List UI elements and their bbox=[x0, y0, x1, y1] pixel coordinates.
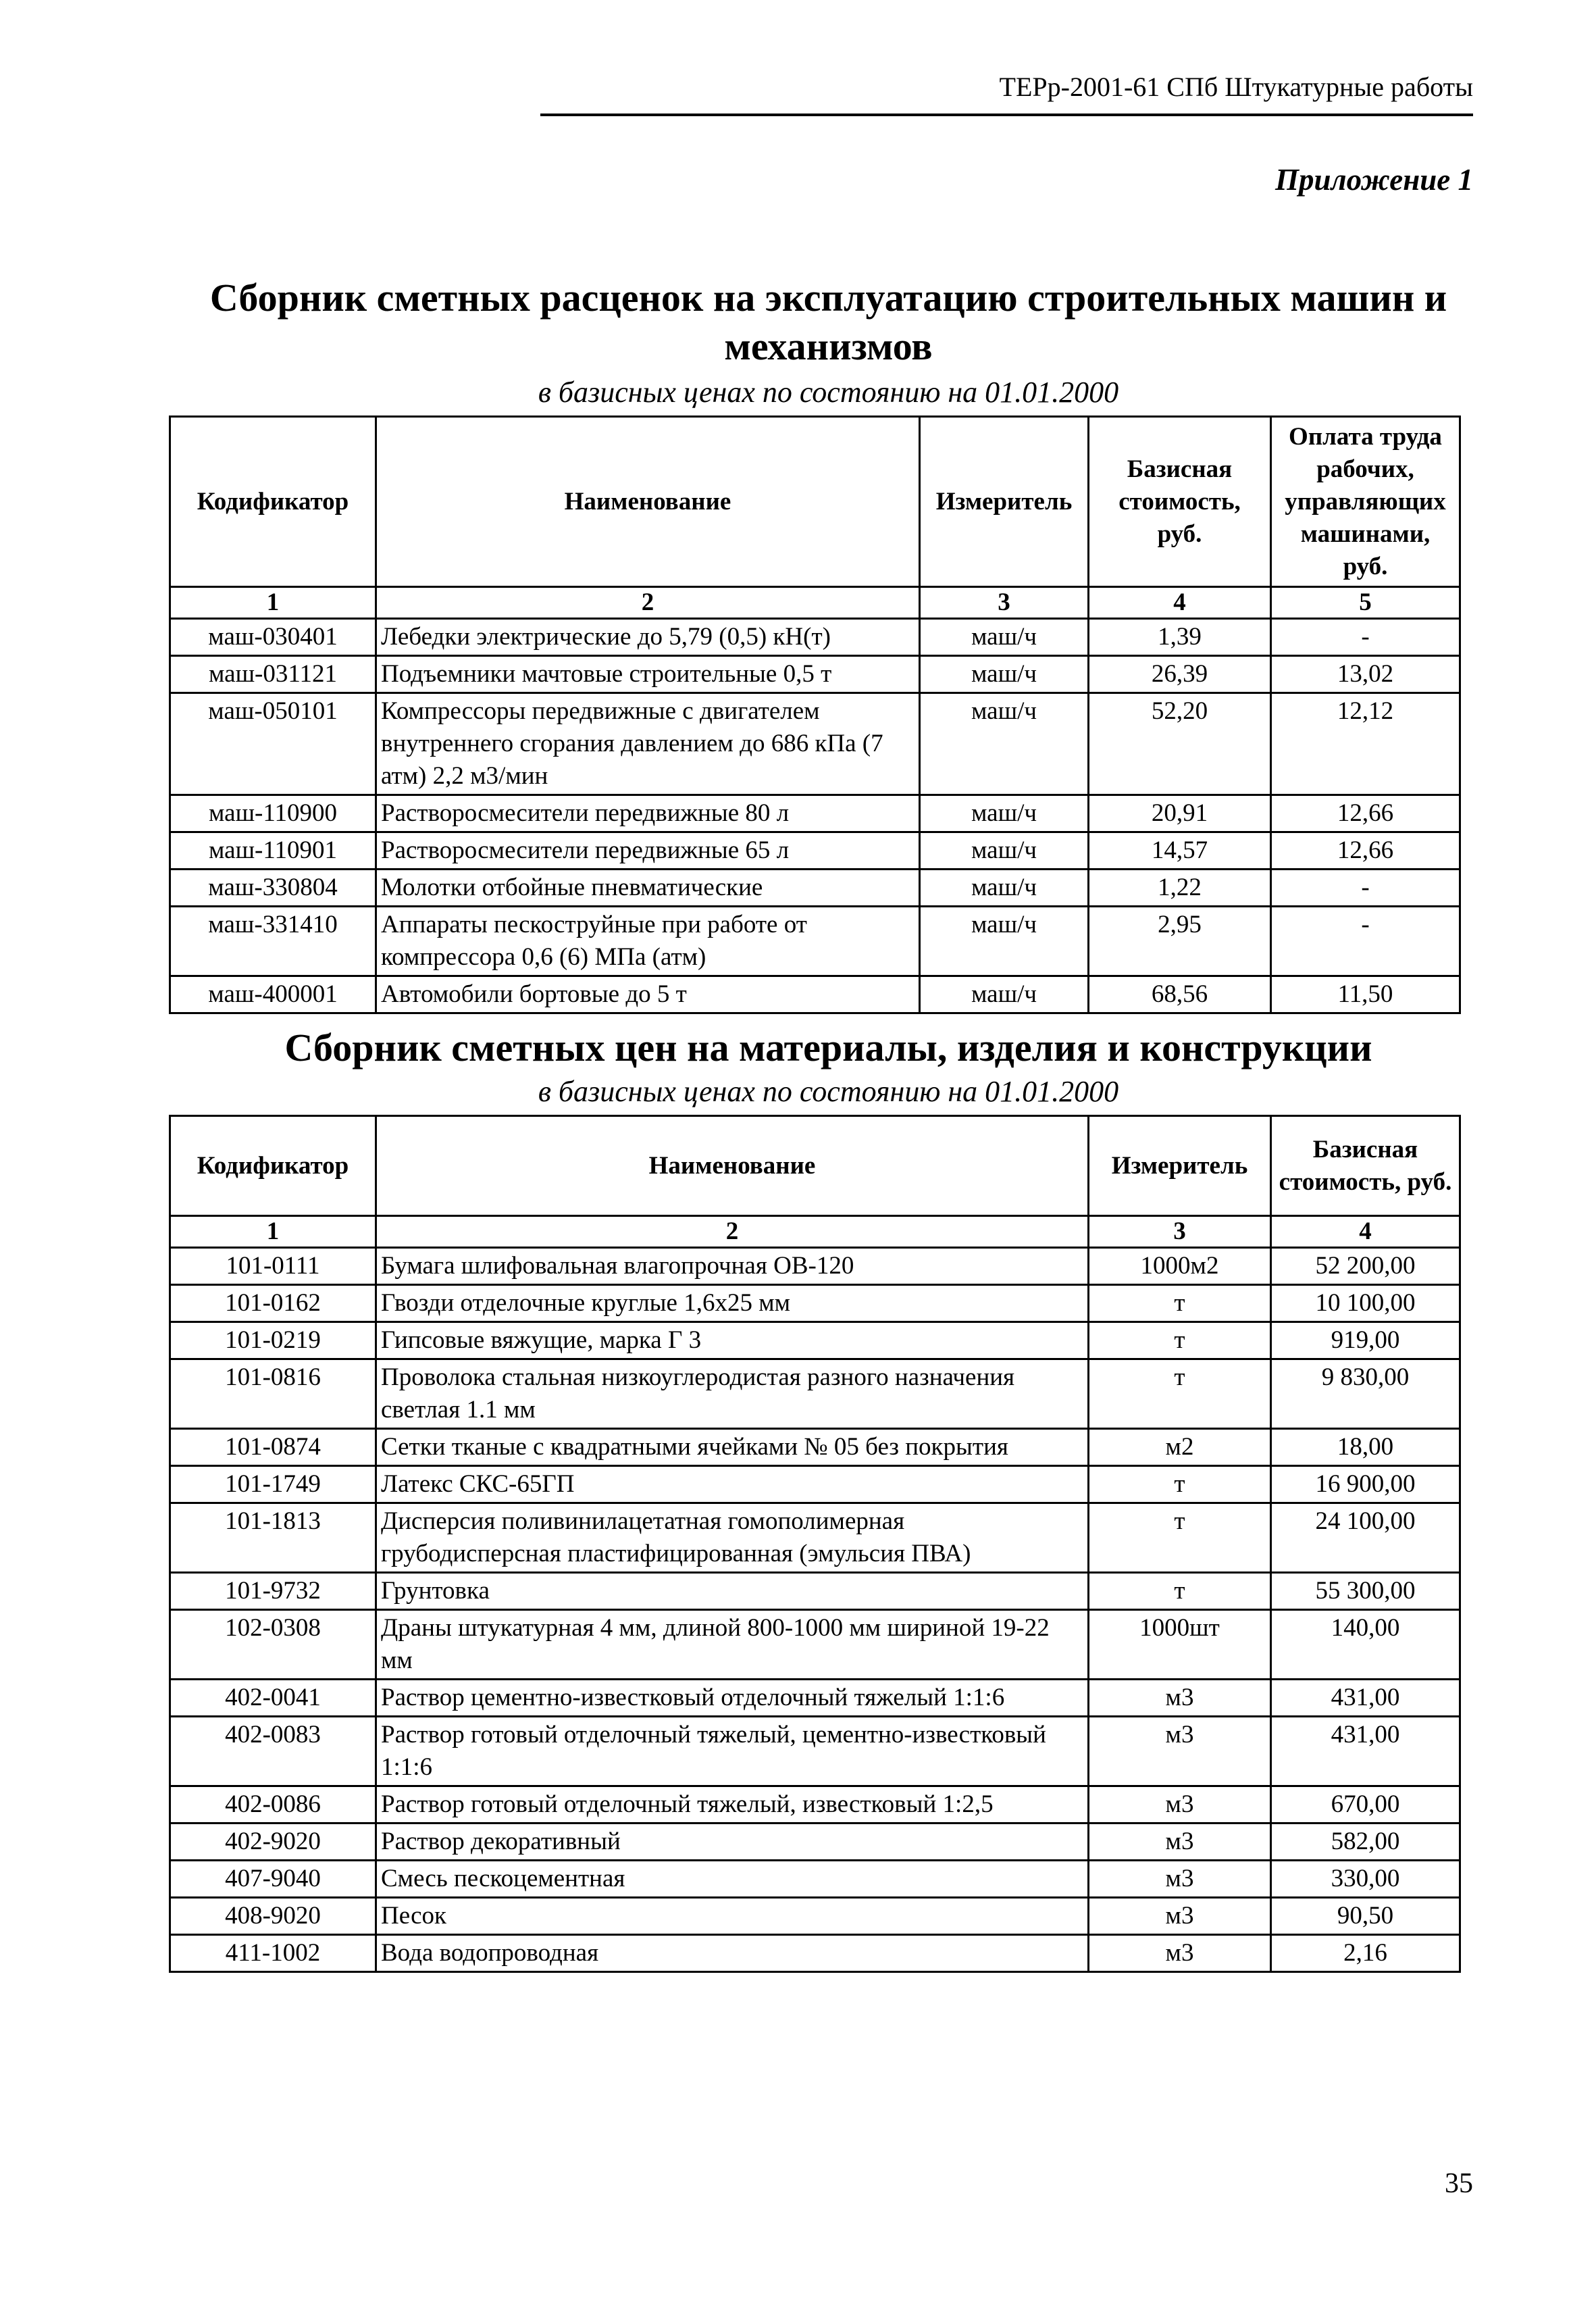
cell-labor: - bbox=[1271, 907, 1460, 976]
table-row bbox=[170, 976, 1460, 1013]
cell-name: Песок bbox=[376, 1898, 1089, 1935]
cell-name: Раствор готовый отделочный тяжелый, цементно-известковый 1:1:6 bbox=[376, 1717, 1089, 1786]
cell-name: Подъемники мачтовые строительные 0,5 т bbox=[376, 656, 920, 693]
table-row bbox=[170, 693, 1460, 795]
table-row bbox=[170, 795, 1460, 832]
cell-name: Грунтовка bbox=[376, 1573, 1089, 1610]
cell-name: Лебедки электрические до 5,79 (0,5) кН(т) bbox=[376, 619, 920, 656]
table-row bbox=[170, 1359, 1460, 1429]
cell-unit: т bbox=[1089, 1359, 1271, 1429]
header-name: Наименование bbox=[376, 1116, 1089, 1216]
cell-code: маш-331410 bbox=[170, 907, 376, 976]
column-number: 1 bbox=[170, 587, 376, 619]
cell-code: 101-1813 bbox=[170, 1503, 376, 1573]
cell-unit: маш/ч bbox=[920, 693, 1089, 795]
table-row bbox=[170, 1680, 1460, 1717]
cell-name: Раствор цементно-известковый отделочный тяжелый 1:1:6 bbox=[376, 1680, 1089, 1717]
table-row bbox=[170, 1573, 1460, 1610]
table-row bbox=[170, 832, 1460, 870]
cell-code: 402-0041 bbox=[170, 1680, 376, 1717]
cell-cost: 2,16 bbox=[1271, 1935, 1460, 1972]
header-base-cost: Базисная стоимость, руб. bbox=[1089, 417, 1271, 587]
table-row bbox=[170, 619, 1460, 656]
column-number-row bbox=[170, 587, 1460, 619]
column-number: 3 bbox=[1089, 1216, 1271, 1248]
cell-cost: 90,50 bbox=[1271, 1898, 1460, 1935]
column-number: 5 bbox=[1271, 587, 1460, 619]
cell-cost: 14,57 bbox=[1089, 832, 1271, 870]
cell-cost: 16 900,00 bbox=[1271, 1466, 1460, 1503]
section2-title: Сборник сметных цен на материалы, изделия и конструкции bbox=[284, 1026, 1372, 1070]
cell-cost: 670,00 bbox=[1271, 1786, 1460, 1823]
table-row bbox=[170, 1285, 1460, 1322]
cell-unit: 1000шт bbox=[1089, 1610, 1271, 1680]
cell-code: 408-9020 bbox=[170, 1898, 376, 1935]
table-row bbox=[170, 1503, 1460, 1573]
cell-code: 101-0219 bbox=[170, 1322, 376, 1359]
header-name: Наименование bbox=[376, 417, 920, 587]
cell-unit: 1000м2 bbox=[1089, 1248, 1271, 1285]
cell-name: Бумага шлифовальная влагопрочная ОВ-120 bbox=[376, 1248, 1089, 1285]
table-row bbox=[170, 1466, 1460, 1503]
column-number: 2 bbox=[376, 587, 920, 619]
cell-unit: маш/ч bbox=[920, 656, 1089, 693]
cell-name: Компрессоры передвижные с двигателем внутреннего сгорания давлением до 686 кПа (7 атм) 2,2 м3/мин bbox=[376, 693, 920, 795]
table-row bbox=[170, 1935, 1460, 1972]
cell-name: Гипсовые вяжущие, марка Г 3 bbox=[376, 1322, 1089, 1359]
cell-code: 402-0083 bbox=[170, 1717, 376, 1786]
cell-code: 411-1002 bbox=[170, 1935, 376, 1972]
column-number: 2 bbox=[376, 1216, 1089, 1248]
cell-cost: 52,20 bbox=[1089, 693, 1271, 795]
materials-table-header-row bbox=[170, 1116, 1460, 1216]
cell-cost: 1,22 bbox=[1089, 870, 1271, 907]
cell-unit: м3 bbox=[1089, 1935, 1271, 1972]
cell-name: Сетки тканые с квадратными ячейками № 05 без покрытия bbox=[376, 1429, 1089, 1466]
cell-cost: 431,00 bbox=[1271, 1680, 1460, 1717]
table-row bbox=[170, 1898, 1460, 1935]
cell-cost: 330,00 bbox=[1271, 1861, 1460, 1898]
table-row bbox=[170, 656, 1460, 693]
column-number: 4 bbox=[1089, 587, 1271, 619]
table-row bbox=[170, 1823, 1460, 1861]
cell-code: маш-031121 bbox=[170, 656, 376, 693]
section1-subtitle: в базисных ценах по состоянию на 01.01.2000 bbox=[538, 376, 1119, 409]
cell-code: 101-1749 bbox=[170, 1466, 376, 1503]
table-row bbox=[170, 1861, 1460, 1898]
cell-name: Вода водопроводная bbox=[376, 1935, 1089, 1972]
cell-unit: т bbox=[1089, 1466, 1271, 1503]
cell-name: Драны штукатурная 4 мм, длиной 800-1000 мм шириной 19-22 мм bbox=[376, 1610, 1089, 1680]
cell-code: маш-400001 bbox=[170, 976, 376, 1013]
column-number: 4 bbox=[1271, 1216, 1460, 1248]
cell-unit: м3 bbox=[1089, 1861, 1271, 1898]
cell-cost: 2,95 bbox=[1089, 907, 1271, 976]
cell-cost: 140,00 bbox=[1271, 1610, 1460, 1680]
cell-code: маш-030401 bbox=[170, 619, 376, 656]
header-unit: Измеритель bbox=[1089, 1116, 1271, 1216]
materials-table bbox=[169, 1115, 1461, 1973]
table-row bbox=[170, 1429, 1460, 1466]
cell-name: Проволока стальная низкоуглеродистая разного назначения светлая 1.1 мм bbox=[376, 1359, 1089, 1429]
cell-unit: маш/ч bbox=[920, 976, 1089, 1013]
table-row bbox=[170, 1610, 1460, 1680]
cell-name: Растворосмесители передвижные 80 л bbox=[376, 795, 920, 832]
running-header: ТЕРр-2001-61 СПб Штукатурные работы bbox=[999, 72, 1473, 102]
cell-labor: 12,12 bbox=[1271, 693, 1460, 795]
cell-labor: - bbox=[1271, 870, 1460, 907]
cell-name: Латекс СКС-65ГП bbox=[376, 1466, 1089, 1503]
cell-cost: 26,39 bbox=[1089, 656, 1271, 693]
cell-unit: т bbox=[1089, 1285, 1271, 1322]
page-number: 35 bbox=[1445, 2168, 1473, 2199]
cell-code: 102-0308 bbox=[170, 1610, 376, 1680]
cell-name: Аппараты пескоструйные при работе от компрессора 0,6 (6) МПа (атм) bbox=[376, 907, 920, 976]
cell-labor: 12,66 bbox=[1271, 832, 1460, 870]
cell-code: маш-110900 bbox=[170, 795, 376, 832]
header-rule bbox=[540, 114, 1473, 116]
machines-table-header-row bbox=[170, 417, 1460, 587]
cell-cost: 582,00 bbox=[1271, 1823, 1460, 1861]
header-labor-cost: Оплата труда рабочих, управляющих машинами, руб. bbox=[1271, 417, 1460, 587]
cell-labor: 13,02 bbox=[1271, 656, 1460, 693]
section2-subtitle: в базисных ценах по состоянию на 01.01.2000 bbox=[538, 1075, 1119, 1108]
cell-name: Гвозди отделочные круглые 1,6х25 мм bbox=[376, 1285, 1089, 1322]
cell-code: маш-050101 bbox=[170, 693, 376, 795]
cell-name: Раствор готовый отделочный тяжелый, известковый 1:2,5 bbox=[376, 1786, 1089, 1823]
cell-code: маш-110901 bbox=[170, 832, 376, 870]
cell-unit: т bbox=[1089, 1503, 1271, 1573]
cell-unit: т bbox=[1089, 1322, 1271, 1359]
cell-unit: маш/ч bbox=[920, 870, 1089, 907]
cell-cost: 9 830,00 bbox=[1271, 1359, 1460, 1429]
header-codifier: Кодификатор bbox=[170, 1116, 376, 1216]
header-unit: Измеритель bbox=[920, 417, 1089, 587]
cell-unit: т bbox=[1089, 1573, 1271, 1610]
cell-code: 101-9732 bbox=[170, 1573, 376, 1610]
table-row bbox=[170, 1786, 1460, 1823]
cell-cost: 18,00 bbox=[1271, 1429, 1460, 1466]
cell-name: Раствор декоративный bbox=[376, 1823, 1089, 1861]
cell-cost: 55 300,00 bbox=[1271, 1573, 1460, 1610]
cell-unit: м3 bbox=[1089, 1898, 1271, 1935]
cell-unit: маш/ч bbox=[920, 795, 1089, 832]
column-number-row bbox=[170, 1216, 1460, 1248]
cell-unit: маш/ч bbox=[920, 832, 1089, 870]
cell-code: 101-0162 bbox=[170, 1285, 376, 1322]
appendix-label: Приложение 1 bbox=[1275, 163, 1473, 197]
cell-name: Молотки отбойные пневматические bbox=[376, 870, 920, 907]
cell-labor: - bbox=[1271, 619, 1460, 656]
cell-code: 101-0111 bbox=[170, 1248, 376, 1285]
cell-unit: м3 bbox=[1089, 1823, 1271, 1861]
cell-name: Растворосмесители передвижные 65 л bbox=[376, 832, 920, 870]
cell-unit: м2 bbox=[1089, 1429, 1271, 1466]
cell-cost: 20,91 bbox=[1089, 795, 1271, 832]
table-row bbox=[170, 1322, 1460, 1359]
header-codifier: Кодификатор bbox=[170, 417, 376, 587]
section1-title: Сборник сметных расценок на эксплуатацию строительных машин и механизмов bbox=[209, 276, 1447, 368]
cell-code: 101-0874 bbox=[170, 1429, 376, 1466]
cell-unit: м3 bbox=[1089, 1717, 1271, 1786]
cell-unit: м3 bbox=[1089, 1786, 1271, 1823]
column-number: 3 bbox=[920, 587, 1089, 619]
cell-name: Дисперсия поливинилацетатная гомополимерная грубодисперсная пластифицированная (эмульсия ПВА) bbox=[376, 1503, 1089, 1573]
cell-unit: м3 bbox=[1089, 1680, 1271, 1717]
cell-cost: 919,00 bbox=[1271, 1322, 1460, 1359]
machines-table bbox=[169, 416, 1461, 1014]
cell-code: 402-9020 bbox=[170, 1823, 376, 1861]
table-row bbox=[170, 1717, 1460, 1786]
column-number: 1 bbox=[170, 1216, 376, 1248]
cell-unit: маш/ч bbox=[920, 619, 1089, 656]
table-row bbox=[170, 907, 1460, 976]
cell-cost: 24 100,00 bbox=[1271, 1503, 1460, 1573]
cell-labor: 11,50 bbox=[1271, 976, 1460, 1013]
cell-code: маш-330804 bbox=[170, 870, 376, 907]
header-base-cost: Базисная стоимость, руб. bbox=[1271, 1116, 1460, 1216]
cell-cost: 10 100,00 bbox=[1271, 1285, 1460, 1322]
cell-code: 407-9040 bbox=[170, 1861, 376, 1898]
cell-cost: 52 200,00 bbox=[1271, 1248, 1460, 1285]
table-row bbox=[170, 1248, 1460, 1285]
cell-cost: 1,39 bbox=[1089, 619, 1271, 656]
cell-name: Смесь пескоцементная bbox=[376, 1861, 1089, 1898]
cell-cost: 431,00 bbox=[1271, 1717, 1460, 1786]
cell-code: 402-0086 bbox=[170, 1786, 376, 1823]
cell-name: Автомобили бортовые до 5 т bbox=[376, 976, 920, 1013]
cell-labor: 12,66 bbox=[1271, 795, 1460, 832]
cell-cost: 68,56 bbox=[1089, 976, 1271, 1013]
cell-code: 101-0816 bbox=[170, 1359, 376, 1429]
cell-unit: маш/ч bbox=[920, 907, 1089, 976]
table-row bbox=[170, 870, 1460, 907]
